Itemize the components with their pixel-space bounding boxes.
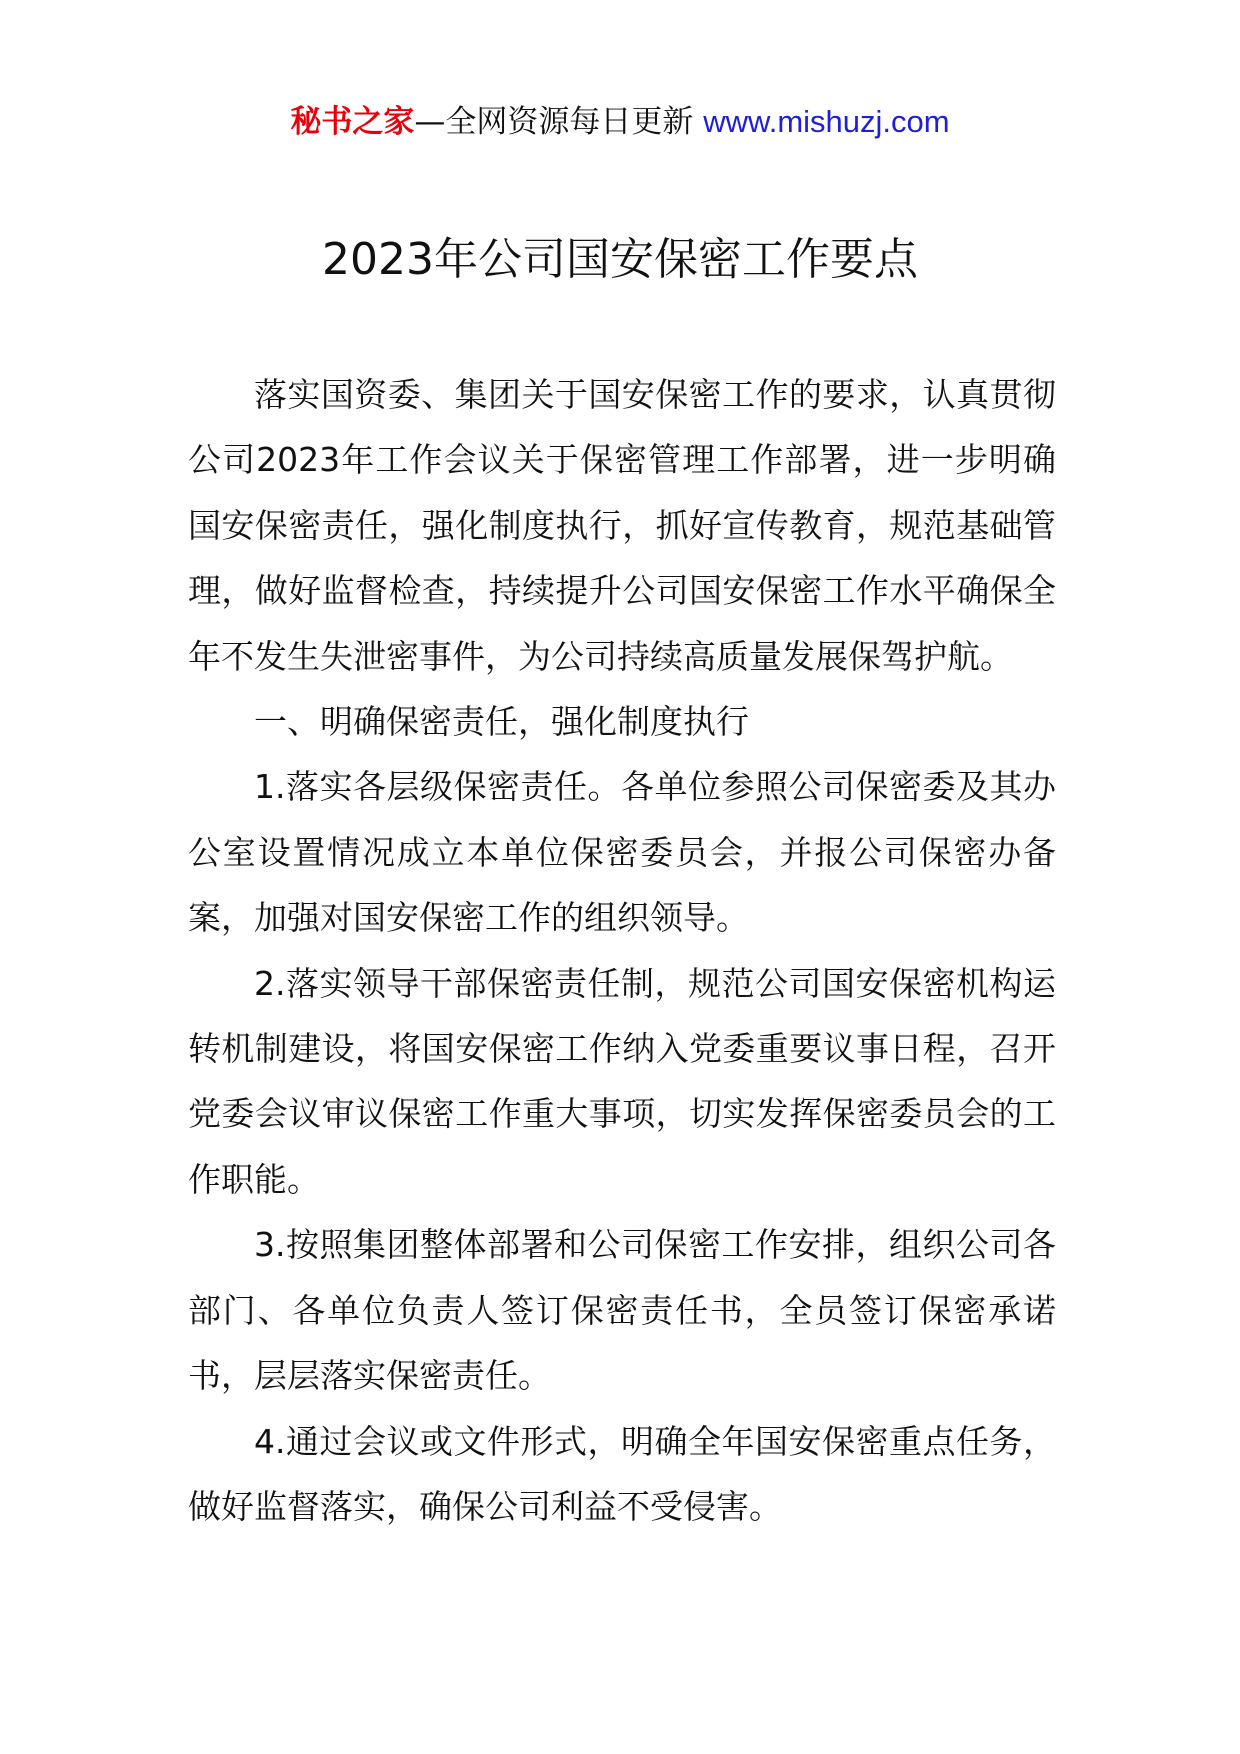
item-paragraph-3: 3.按照集团整体部署和公司保密工作安排，组织公司各部门、各单位负责人签订保密责任书，全员签订保密承诺书，层层落实保密责任。 [188,1225,1056,1396]
document-body [188,362,1056,1539]
document-title: 2023年公司国安保密工作要点 [322,234,918,285]
site-brand: 秘书之家 [290,104,415,140]
site-header [0,100,1240,144]
intro-paragraph: 落实国资委、集团关于国安保密工作的要求，认真贯彻公司2023年工作会议关于保密管理工作部署，进一步明确国安保密责任，强化制度执行，抓好宣传教育，规范基础管理，做好监督检查，持续提升公司国安保密工作水平确保全年不发生失泄密事件，为公司持续高质量发展保驾护航。 [188,375,1056,676]
item-paragraph-2: 2.落实领导干部保密责任制，规范公司国安保密机构运转机制建设，将国安保密工作纳入党委重要议事日程，召开党委会议审议保密工作重大事项，切实发挥保密委员会的工作职能。 [188,963,1056,1199]
site-tagline: —全网资源每日更新 [414,104,704,140]
item-paragraph-4: 4.通过会议或文件形式，明确全年国安保密重点任务，做好监督落实，确保公司利益不受侵害。 [188,1421,1056,1526]
section-heading: 一、明确保密责任，强化制度执行 [254,702,749,742]
site-url-link[interactable]: www.mishuzj.com [703,104,950,139]
item-paragraph-1: 1.落实各层级保密责任。各单位参照公司保密委及其办公室设置情况成立本单位保密委员会，并报公司保密办备案，加强对国安保密工作的组织领导。 [188,767,1056,938]
